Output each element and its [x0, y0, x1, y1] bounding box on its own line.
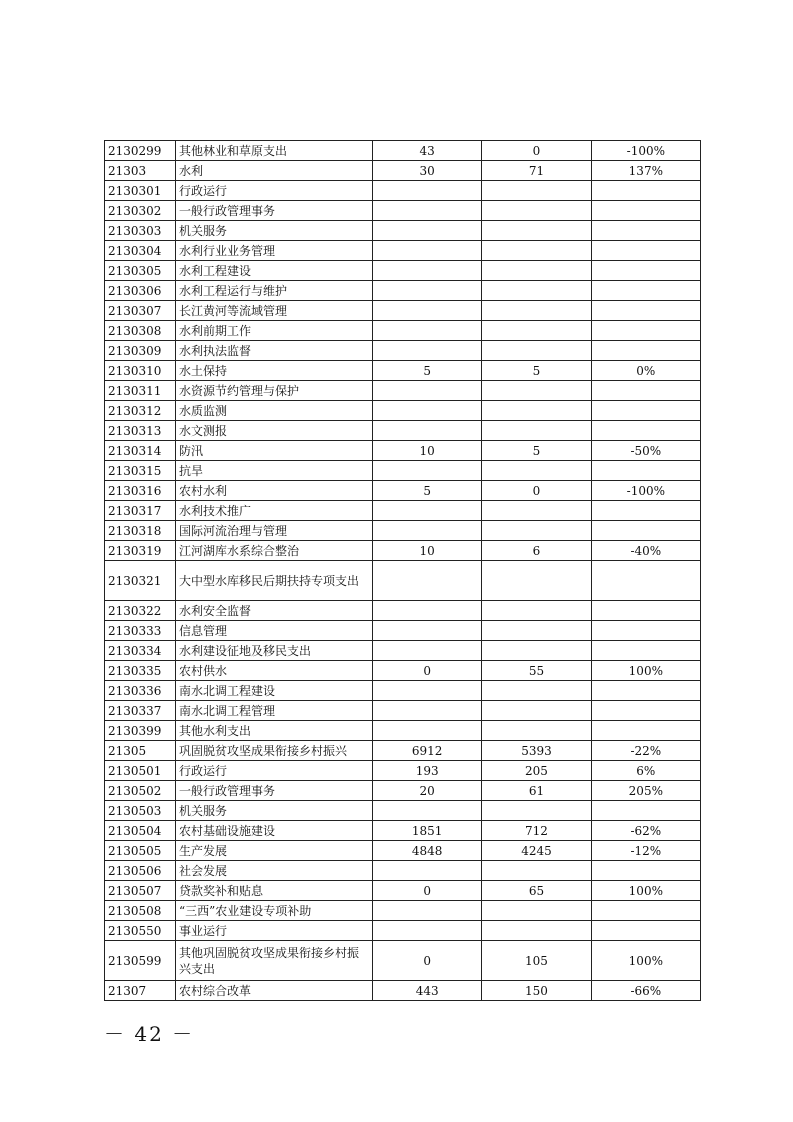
table-row [105, 561, 701, 601]
cell-code: 2130501 [105, 761, 176, 781]
cell-name: 信息管理 [176, 621, 373, 641]
cell-value-1: 0 [373, 881, 482, 901]
cell-value-1: 1851 [373, 821, 482, 841]
cell-percent: 0% [591, 361, 700, 381]
cell-value-2 [482, 241, 591, 261]
table-row [105, 781, 701, 801]
table-row [105, 261, 701, 281]
cell-percent [591, 181, 700, 201]
cell-name: 防汛 [176, 441, 373, 461]
cell-name: 贷款奖补和贴息 [176, 881, 373, 901]
cell-code: 2130311 [105, 381, 176, 401]
cell-code: 2130334 [105, 641, 176, 661]
cell-name: 农村供水 [176, 661, 373, 681]
cell-value-2 [482, 561, 591, 601]
cell-percent [591, 801, 700, 821]
cell-value-2 [482, 901, 591, 921]
table-row [105, 821, 701, 841]
cell-value-2: 105 [482, 941, 591, 981]
cell-value-1 [373, 701, 482, 721]
table-row [105, 461, 701, 481]
cell-value-2 [482, 321, 591, 341]
cell-value-1 [373, 401, 482, 421]
budget-table [104, 140, 701, 1001]
cell-percent [591, 621, 700, 641]
cell-code: 2130322 [105, 601, 176, 621]
cell-name: 江河湖库水系综合整治 [176, 541, 373, 561]
cell-percent: 205% [591, 781, 700, 801]
cell-value-2: 712 [482, 821, 591, 841]
cell-code: 2130312 [105, 401, 176, 421]
cell-percent [591, 341, 700, 361]
table-row [105, 441, 701, 461]
cell-name: 一般行政管理事务 [176, 201, 373, 221]
cell-value-2: 5 [482, 441, 591, 461]
cell-code: 2130301 [105, 181, 176, 201]
table-row [105, 901, 701, 921]
table-row [105, 701, 701, 721]
cell-value-1: 10 [373, 441, 482, 461]
cell-value-1 [373, 681, 482, 701]
cell-code: 2130550 [105, 921, 176, 941]
cell-name: 南水北调工程管理 [176, 701, 373, 721]
cell-value-2: 65 [482, 881, 591, 901]
table-row [105, 621, 701, 641]
cell-value-1 [373, 721, 482, 741]
cell-percent [591, 561, 700, 601]
cell-code: 2130508 [105, 901, 176, 921]
cell-percent: 100% [591, 881, 700, 901]
table-row [105, 981, 701, 1001]
cell-value-2 [482, 641, 591, 661]
cell-value-1 [373, 621, 482, 641]
cell-code: 2130306 [105, 281, 176, 301]
table-row [105, 301, 701, 321]
cell-percent [591, 501, 700, 521]
cell-value-1: 443 [373, 981, 482, 1001]
cell-code: 2130503 [105, 801, 176, 821]
cell-code: 2130505 [105, 841, 176, 861]
cell-percent: -22% [591, 741, 700, 761]
cell-value-2 [482, 201, 591, 221]
table-row [105, 501, 701, 521]
table-row [105, 541, 701, 561]
cell-value-2 [482, 721, 591, 741]
cell-value-1 [373, 501, 482, 521]
cell-name: 水文测报 [176, 421, 373, 441]
cell-name: 机关服务 [176, 221, 373, 241]
cell-code: 2130309 [105, 341, 176, 361]
cell-percent [591, 381, 700, 401]
cell-percent [591, 721, 700, 741]
cell-code: 2130313 [105, 421, 176, 441]
cell-name: 水利前期工作 [176, 321, 373, 341]
cell-code: 2130299 [105, 141, 176, 161]
table-row [105, 201, 701, 221]
cell-name: 水利安全监督 [176, 601, 373, 621]
cell-value-2 [482, 341, 591, 361]
table-row [105, 401, 701, 421]
cell-percent: 6% [591, 761, 700, 781]
cell-name: 水质监测 [176, 401, 373, 421]
cell-code: 2130337 [105, 701, 176, 721]
cell-percent: 100% [591, 661, 700, 681]
cell-percent [591, 261, 700, 281]
cell-code: 21307 [105, 981, 176, 1001]
cell-value-2 [482, 181, 591, 201]
cell-value-2 [482, 801, 591, 821]
table-row [105, 841, 701, 861]
cell-percent [591, 221, 700, 241]
cell-value-1 [373, 281, 482, 301]
cell-code: 21303 [105, 161, 176, 181]
cell-name: 其他水利支出 [176, 721, 373, 741]
cell-value-2 [482, 921, 591, 941]
cell-name: 大中型水库移民后期扶持专项支出 [176, 561, 373, 601]
cell-code: 2130502 [105, 781, 176, 801]
table-row [105, 181, 701, 201]
table-row [105, 341, 701, 361]
table-row [105, 321, 701, 341]
cell-percent: -50% [591, 441, 700, 461]
cell-value-1 [373, 321, 482, 341]
cell-name: 水利 [176, 161, 373, 181]
cell-percent: -12% [591, 841, 700, 861]
cell-value-1 [373, 601, 482, 621]
cell-percent: -62% [591, 821, 700, 841]
cell-name: “三西”农业建设专项补助 [176, 901, 373, 921]
table-row [105, 281, 701, 301]
table-row [105, 241, 701, 261]
cell-value-1 [373, 901, 482, 921]
cell-value-1 [373, 221, 482, 241]
table-row [105, 761, 701, 781]
cell-value-2 [482, 861, 591, 881]
cell-value-2 [482, 301, 591, 321]
cell-code: 2130318 [105, 521, 176, 541]
cell-value-2: 71 [482, 161, 591, 181]
table-row [105, 601, 701, 621]
cell-value-1: 5 [373, 481, 482, 501]
page-number: － 42 － [104, 1022, 195, 1046]
cell-value-1 [373, 381, 482, 401]
cell-code: 2130305 [105, 261, 176, 281]
table-row [105, 481, 701, 501]
cell-value-1 [373, 561, 482, 601]
cell-value-1: 30 [373, 161, 482, 181]
cell-code: 2130308 [105, 321, 176, 341]
table-row [105, 161, 701, 181]
cell-value-1 [373, 421, 482, 441]
cell-value-2 [482, 601, 591, 621]
cell-code: 2130315 [105, 461, 176, 481]
cell-code: 2130303 [105, 221, 176, 241]
cell-name: 其他林业和草原支出 [176, 141, 373, 161]
cell-value-2 [482, 421, 591, 441]
cell-value-1 [373, 341, 482, 361]
cell-value-1 [373, 641, 482, 661]
table-row [105, 521, 701, 541]
cell-value-2 [482, 681, 591, 701]
cell-name: 水利工程建设 [176, 261, 373, 281]
cell-value-2: 5393 [482, 741, 591, 761]
cell-percent [591, 241, 700, 261]
cell-code: 2130506 [105, 861, 176, 881]
cell-percent: 137% [591, 161, 700, 181]
cell-code: 2130504 [105, 821, 176, 841]
cell-name: 行政运行 [176, 761, 373, 781]
cell-percent [591, 921, 700, 941]
cell-value-2: 0 [482, 141, 591, 161]
cell-value-2 [482, 281, 591, 301]
table-row [105, 881, 701, 901]
cell-name: 水土保持 [176, 361, 373, 381]
cell-value-2: 4245 [482, 841, 591, 861]
cell-percent [591, 301, 700, 321]
cell-percent [591, 861, 700, 881]
table-row [105, 661, 701, 681]
cell-value-2 [482, 221, 591, 241]
table-row [105, 721, 701, 741]
cell-percent [591, 281, 700, 301]
cell-name: 水利建设征地及移民支出 [176, 641, 373, 661]
cell-code: 2130321 [105, 561, 176, 601]
cell-percent [591, 601, 700, 621]
cell-code: 21305 [105, 741, 176, 761]
cell-percent [591, 421, 700, 441]
cell-name: 农村综合改革 [176, 981, 373, 1001]
cell-value-1 [373, 181, 482, 201]
cell-value-1 [373, 521, 482, 541]
cell-code: 2130507 [105, 881, 176, 901]
cell-code: 2130310 [105, 361, 176, 381]
cell-name: 其他巩固脱贫攻坚成果衔接乡村振兴支出 [176, 941, 373, 981]
cell-value-1 [373, 201, 482, 221]
cell-code: 2130399 [105, 721, 176, 741]
cell-value-1 [373, 301, 482, 321]
cell-value-2 [482, 621, 591, 641]
cell-name: 南水北调工程建设 [176, 681, 373, 701]
cell-value-2: 61 [482, 781, 591, 801]
table-row [105, 941, 701, 981]
cell-name: 农村水利 [176, 481, 373, 501]
cell-percent [591, 701, 700, 721]
cell-value-2: 6 [482, 541, 591, 561]
cell-code: 2130319 [105, 541, 176, 561]
cell-value-1: 0 [373, 661, 482, 681]
cell-value-1: 20 [373, 781, 482, 801]
table-row [105, 861, 701, 881]
cell-value-1: 0 [373, 941, 482, 981]
cell-value-1 [373, 801, 482, 821]
cell-value-2 [482, 461, 591, 481]
cell-percent: -66% [591, 981, 700, 1001]
cell-name: 水利技术推广 [176, 501, 373, 521]
cell-value-2: 0 [482, 481, 591, 501]
cell-value-1 [373, 861, 482, 881]
table-row [105, 921, 701, 941]
cell-percent [591, 321, 700, 341]
cell-value-1: 6912 [373, 741, 482, 761]
cell-name: 水利行业业务管理 [176, 241, 373, 261]
cell-code: 2130304 [105, 241, 176, 261]
cell-name: 长江黄河等流域管理 [176, 301, 373, 321]
cell-code: 2130317 [105, 501, 176, 521]
cell-code: 2130336 [105, 681, 176, 701]
table-row [105, 141, 701, 161]
cell-percent [591, 201, 700, 221]
table-row [105, 221, 701, 241]
cell-value-2 [482, 261, 591, 281]
cell-name: 农村基础设施建设 [176, 821, 373, 841]
cell-value-2 [482, 401, 591, 421]
cell-value-1: 43 [373, 141, 482, 161]
cell-percent: -100% [591, 141, 700, 161]
cell-name: 国际河流治理与管理 [176, 521, 373, 541]
cell-name: 巩固脱贫攻坚成果衔接乡村振兴 [176, 741, 373, 761]
table-row [105, 381, 701, 401]
cell-percent [591, 461, 700, 481]
cell-value-2 [482, 501, 591, 521]
cell-percent [591, 641, 700, 661]
cell-value-1 [373, 921, 482, 941]
table-body [105, 141, 701, 1001]
cell-name: 水利执法监督 [176, 341, 373, 361]
cell-percent: 100% [591, 941, 700, 981]
cell-name: 一般行政管理事务 [176, 781, 373, 801]
cell-code: 2130599 [105, 941, 176, 981]
cell-value-2: 5 [482, 361, 591, 381]
cell-value-2: 55 [482, 661, 591, 681]
cell-name: 社会发展 [176, 861, 373, 881]
cell-name: 水资源节约管理与保护 [176, 381, 373, 401]
cell-percent [591, 521, 700, 541]
cell-value-2 [482, 381, 591, 401]
cell-percent [591, 901, 700, 921]
cell-value-1: 5 [373, 361, 482, 381]
table-row [105, 641, 701, 661]
cell-value-1: 10 [373, 541, 482, 561]
cell-name: 水利工程运行与维护 [176, 281, 373, 301]
cell-value-1: 193 [373, 761, 482, 781]
cell-code: 2130333 [105, 621, 176, 641]
cell-value-1 [373, 261, 482, 281]
cell-code: 2130314 [105, 441, 176, 461]
cell-value-2 [482, 521, 591, 541]
cell-value-2: 150 [482, 981, 591, 1001]
cell-code: 2130335 [105, 661, 176, 681]
table-row [105, 421, 701, 441]
cell-code: 2130307 [105, 301, 176, 321]
cell-percent [591, 681, 700, 701]
cell-value-1 [373, 461, 482, 481]
table-row [105, 681, 701, 701]
cell-name: 抗旱 [176, 461, 373, 481]
cell-code: 2130302 [105, 201, 176, 221]
table-row [105, 801, 701, 821]
cell-value-2: 205 [482, 761, 591, 781]
cell-percent [591, 401, 700, 421]
cell-percent: -100% [591, 481, 700, 501]
cell-code: 2130316 [105, 481, 176, 501]
cell-name: 生产发展 [176, 841, 373, 861]
table-row [105, 361, 701, 381]
cell-name: 事业运行 [176, 921, 373, 941]
cell-value-1: 4848 [373, 841, 482, 861]
cell-name: 机关服务 [176, 801, 373, 821]
cell-value-1 [373, 241, 482, 261]
cell-percent: -40% [591, 541, 700, 561]
table-row [105, 741, 701, 761]
cell-name: 行政运行 [176, 181, 373, 201]
cell-value-2 [482, 701, 591, 721]
